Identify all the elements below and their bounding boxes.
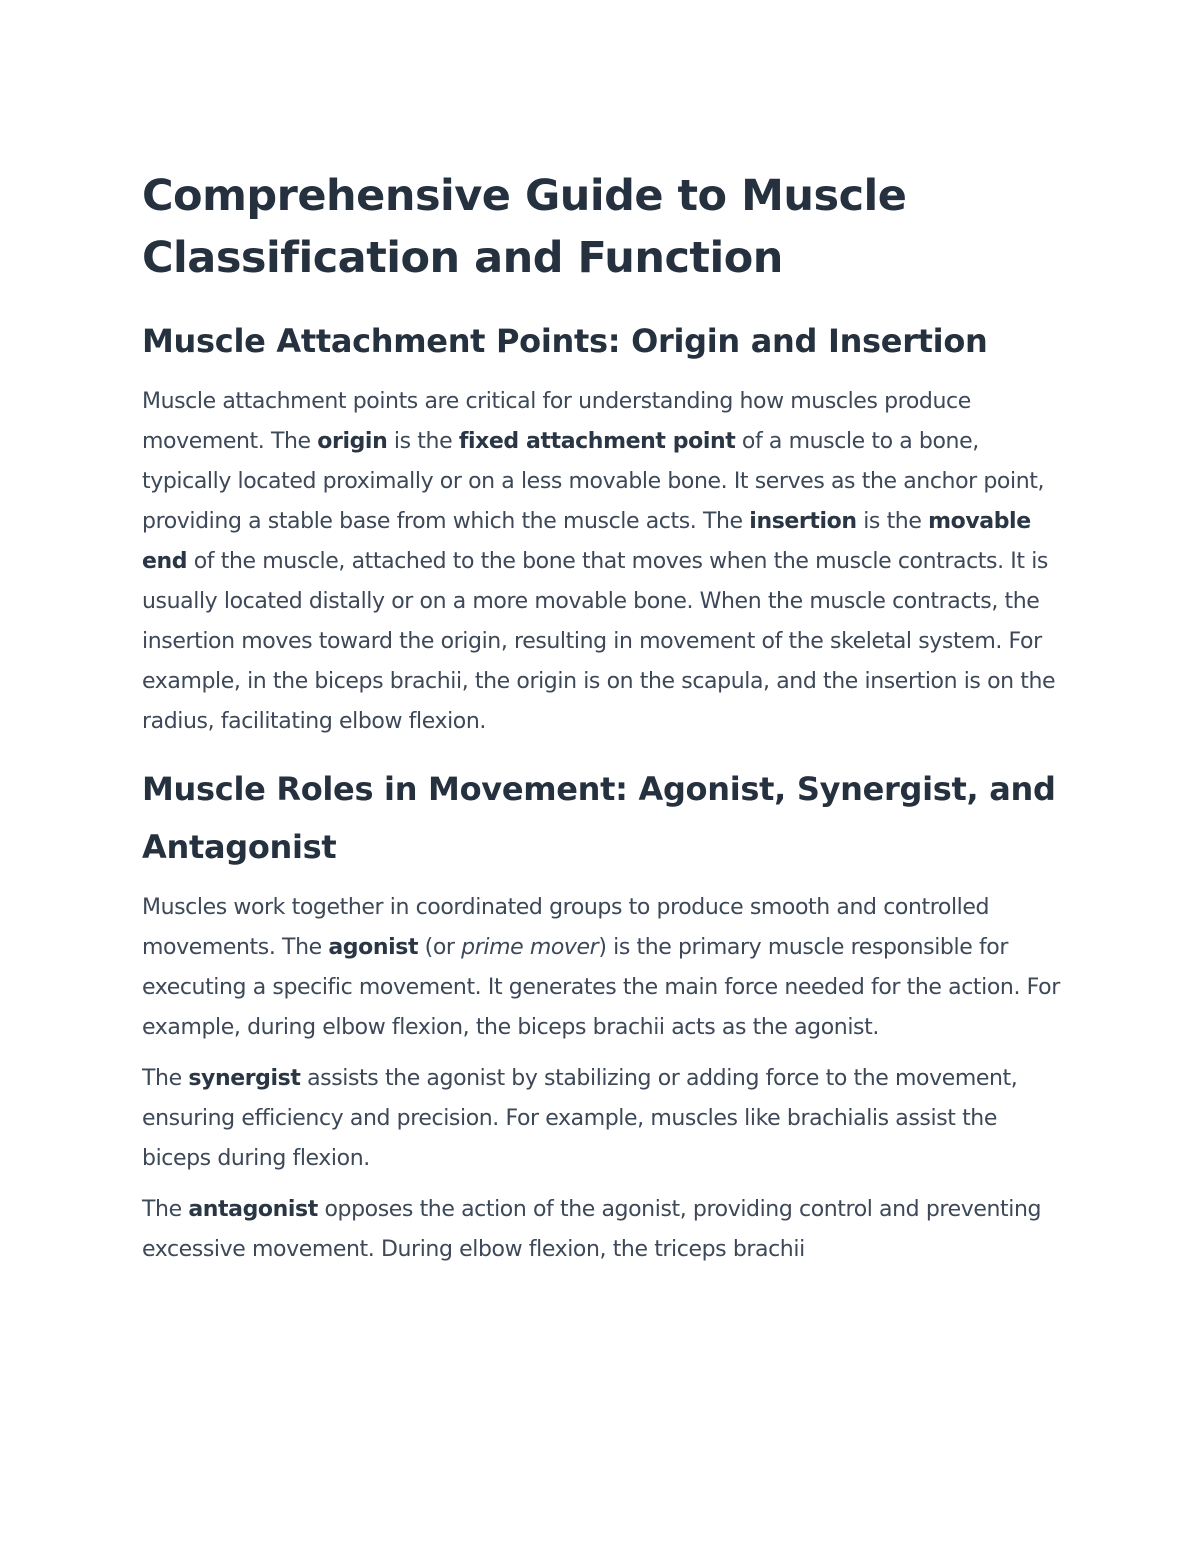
- section-heading-muscle-roles: Muscle Roles in Movement: Agonist, Synergist, and Antagonist: [142, 770, 1056, 866]
- text-run: ) is the primary muscle responsible for executing a specific movement. It generates the main force needed for the action. For example, during elbow flexion, the biceps brachii acts as the agonist.: [142, 935, 1060, 1040]
- synergist-paragraph: [142, 1059, 1062, 1179]
- text-run: (or: [418, 935, 462, 960]
- text-run: The: [142, 1197, 189, 1222]
- term-movable-end: movable end: [142, 509, 1031, 574]
- antagonist-paragraph: [142, 1190, 1062, 1270]
- text-run: assists the agonist by stabilizing or adding force to the movement, ensuring efficiency and precision. For example, muscles like brachialis assist the biceps during flexion.: [142, 1066, 1018, 1171]
- term-synergist: synergist: [188, 1066, 301, 1091]
- term-antagonist: antagonist: [188, 1197, 318, 1222]
- text-run: Muscle attachment points are critical for understanding how muscles produce movement. The: [142, 389, 971, 454]
- text-run: of a muscle to a bone, typically located proximally or on a less movable bone. It serves as the anchor point, providing a stable base from which the muscle acts. The: [142, 429, 1045, 534]
- text-run: Muscles work together in coordinated groups to produce smooth and controlled movements. The: [142, 895, 990, 960]
- section-heading-attachment-points: Muscle Attachment Points: Origin and Insertion: [142, 322, 988, 360]
- term-fixed-attachment-point: fixed attachment point: [458, 429, 736, 454]
- term-agonist: agonist: [328, 935, 419, 960]
- text-run: opposes the action of the agonist, providing control and preventing excessive movement. During elbow flexion, the triceps brachii: [142, 1197, 1042, 1262]
- text-run: of the muscle, attached to the bone that moves when the muscle contracts. It is usually located distally or on a more movable bone. When the muscle contracts, the insertion moves toward the origin, resulting in movement of the skeletal system. For example, in the biceps brachii, the origin is on the scapula, and the insertion is on the radius, facilitating elbow flexion.: [142, 549, 1056, 734]
- agonist-paragraph: [142, 888, 1062, 1048]
- term-origin: origin: [317, 429, 388, 454]
- document-page: [142, 165, 1062, 1270]
- term-insertion: insertion: [749, 509, 857, 534]
- term-prime-mover: prime mover: [461, 935, 599, 960]
- document-title: Comprehensive Guide to Muscle Classification and Function: [142, 171, 907, 283]
- text-run: is the: [387, 429, 459, 454]
- text-run: The: [142, 1066, 189, 1091]
- text-run: is the: [856, 509, 929, 534]
- attachment-points-paragraph: [142, 382, 1062, 742]
